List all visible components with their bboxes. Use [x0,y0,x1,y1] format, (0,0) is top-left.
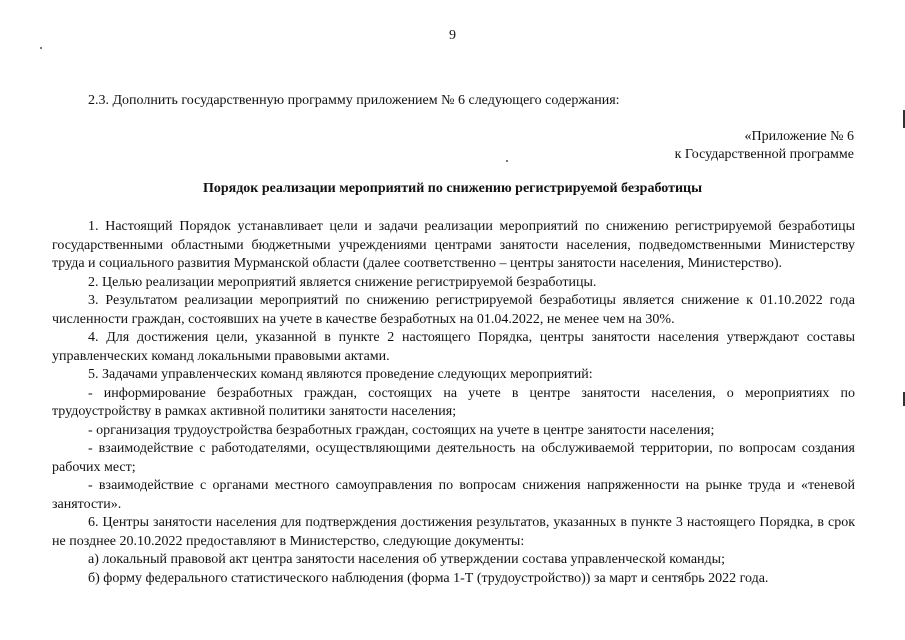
appendix-line-1: «Приложение № 6 [744,129,854,144]
list-item-employment: - организация трудоустройства безработных граждан, состоящих на учете в центре занятости населения; [88,422,715,438]
document-body [52,218,855,588]
scan-speck [506,160,508,162]
paragraph-3: 3. Результатом реализации мероприятий по снижению регистрируемой безработицы является снижение к 01.10.2022 года численности граждан, состоявших на учете в качестве безработных на 01.04.2022, не менее чем на 30%. [52,293,855,327]
appendix-line-2: к Государственной программе [674,147,854,162]
scan-speck [40,47,42,49]
list-item-b: б) форму федерального статистического наблюдения (форма 1-Т (трудоустройство)) за март и сентябрь 2022 года. [88,570,769,586]
list-item-local-government: - взаимодействие с органами местного самоуправления по вопросам снижения напряженности на рынке труда и «теневой занятости». [52,478,855,512]
paragraph-1: 1. Настоящий Порядок устанавливает цели и задачи реализации мероприятий по снижению регистрируемой безработицы государственными областными бюджетными учреждениями центрами занятости населения, подведомственными Министерству труда и социального развития Мурманской области (далее соответственно – центры занятости населения, Министерство). [52,219,855,271]
page-number: 9 [449,28,456,43]
paragraph-5: 5. Задачами управленческих команд являются проведение следующих мероприятий: [88,367,593,382]
paragraph-6: 6. Центры занятости населения для подтверждения достижения результатов, указанных в пункте 3 настоящего Порядка, в срок не позднее 20.10.2022 предоставляют в Министерство, следующие документы: [52,515,855,549]
list-item-informing: - информирование безработных граждан, состоящих на учете в центре занятости населения, о мероприятиях по трудоустройству в рамках активной политики занятости населения; [52,385,855,419]
paragraph-2: 2. Целью реализации мероприятий является снижение регистрируемой безработицы. [88,274,597,290]
appendix-header [675,128,854,164]
intro-paragraph: 2.3. Дополнить государственную программу приложением № 6 следующего содержания: [88,93,620,108]
paragraph-4: 4. Для достижения цели, указанной в пункте 2 настоящего Порядка, центры занятости населения утверждают составы управленческих команд локальными правовыми актами. [52,330,855,364]
list-item-a: а) локальный правовой акт центра занятости населения об утверждении состава управленческой команды; [88,552,725,567]
list-item-employers: - взаимодействие с работодателями, осуществляющими деятельность на обслуживаемой территории, по вопросам создания рабочих мест; [52,441,855,475]
document-title: Порядок реализации мероприятий по снижению регистрируемой безработицы [202,181,703,196]
